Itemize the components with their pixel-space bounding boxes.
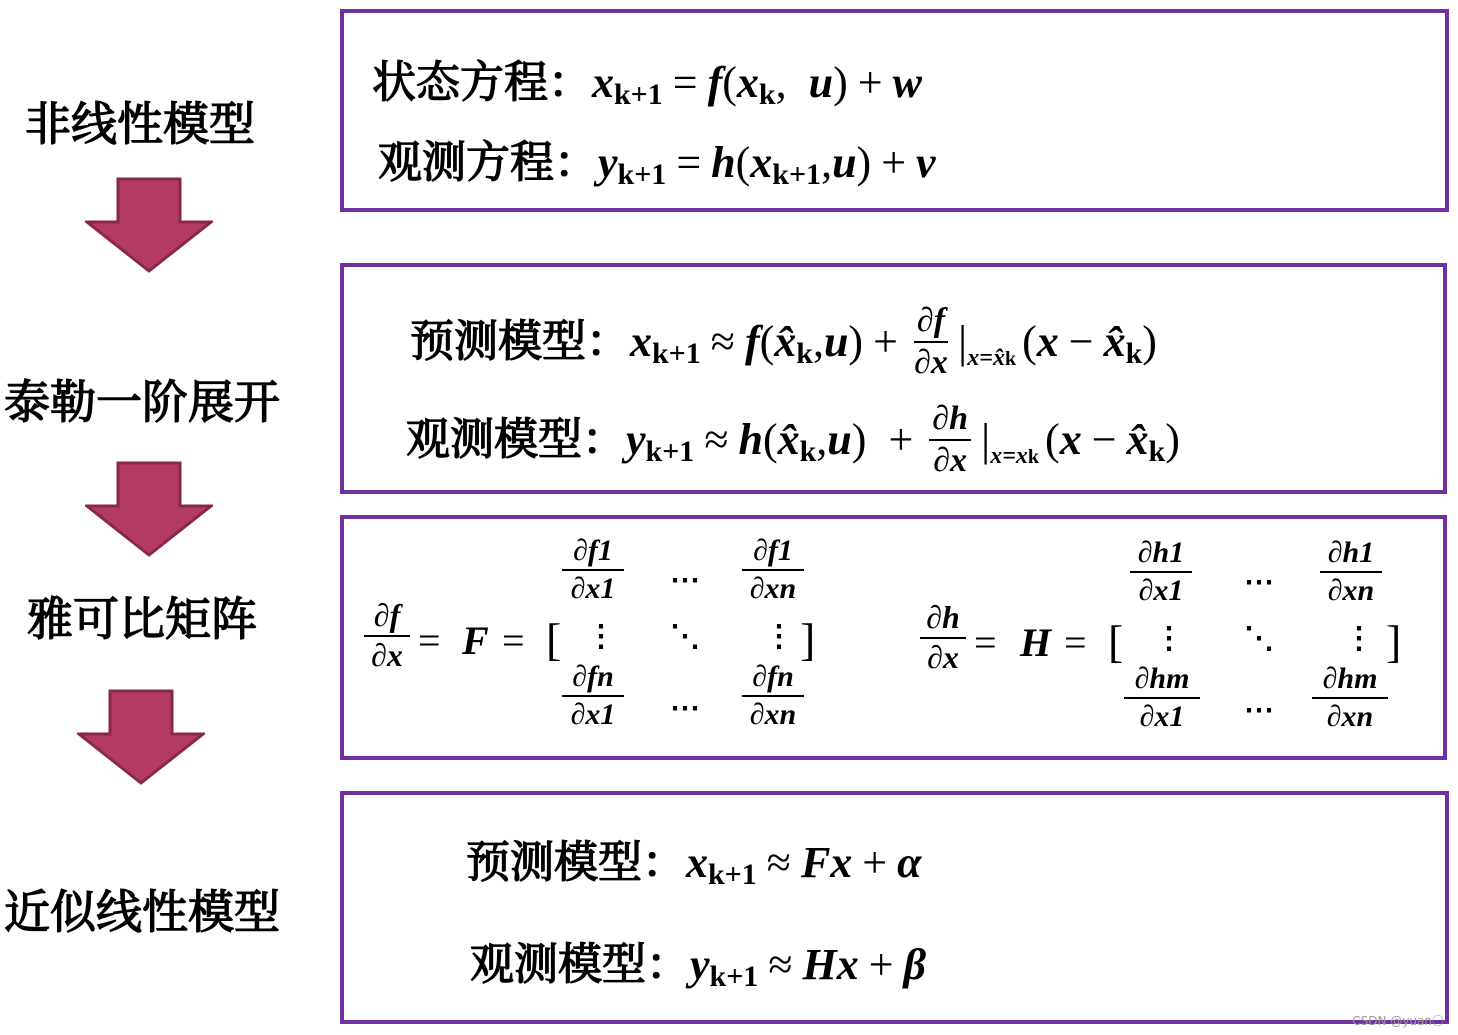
var-x: x <box>630 316 652 366</box>
var-H: H <box>802 940 837 989</box>
var-x: x <box>750 138 773 187</box>
stage-label-nonlinear: 非线性模型 <box>25 97 255 151</box>
var-v: v <box>916 138 936 187</box>
var-x: x <box>1059 414 1082 464</box>
var-h: h <box>711 138 736 187</box>
watermark: CSDN @yuan〇 <box>1352 1014 1444 1028</box>
jacobian-cell: $\frac{\partial fn}{\partial xn}$ <box>742 661 804 730</box>
jacobian-cell: $\frac{\partial fn}{\partial x1}$ <box>562 661 624 730</box>
observation-model-linearized: 观测模型： y k+1 ≈ h ( x̂ k , u ) + $\frac{\partial h}{\partial x}$ | x=xk ( x − x̂ k ) <box>406 400 1180 479</box>
observation-model-linear: 观测模型： y k+1 ≈ H x + β <box>470 939 927 993</box>
jacobian-f-matrix: $\frac{\partial f}{\partial x}$ = F = [ $\frac{\partial f1}{\partial x1}$ ⋯ $\frac{\partial f1}{\partial xn}$ ⋮ ⋱ ⋮ ] $\frac{\partial fn}{\partial x1}$ ⋯ $\frac{\partial fn}{\partial xn}$ <box>344 519 864 759</box>
var-u: u <box>827 414 852 464</box>
var-beta: β <box>903 940 927 989</box>
subscript: k <box>799 434 817 468</box>
prediction-model-label: 预测模型： <box>410 315 630 367</box>
var-u: u <box>832 138 857 187</box>
subscript: k+1 <box>645 434 695 468</box>
jacobian-h-matrix: $\frac{\partial h}{\partial x}$ = H = [ $\frac{\partial h1}{\partial x1}$ ⋯ $\frac{\partial h1}{\partial xn}$ ⋮ ⋱ ⋮ ] $\frac{\partial hm}{\partial x1}$ ⋯ $\frac{\partial hm}{\partial xn}$ <box>914 519 1434 759</box>
jacobian-cell: $\frac{\partial h1}{\partial xn}$ <box>1320 537 1382 606</box>
var-xhat: x̂ <box>777 414 800 464</box>
stage-label-linear: 近似线性模型 <box>4 885 280 939</box>
prediction-model-linear: 预测模型： x k+1 ≈ F x + α <box>466 837 922 891</box>
evaluation-point: x=x̂k <box>967 344 1017 371</box>
jacobian-cell: $\frac{\partial hm}{\partial x1}$ <box>1124 663 1200 732</box>
stage-label-taylor: 泰勒一阶展开 <box>4 375 280 429</box>
subscript: k <box>796 336 813 370</box>
subscript: k+1 <box>617 158 667 191</box>
var-y: y <box>598 138 618 187</box>
state-equation-label: 状态方程： <box>372 57 592 108</box>
var-F: F <box>800 838 831 887</box>
observation-equation: 观测方程： y k+1 = h ( x k+1 , u ) + v <box>378 137 936 191</box>
subscript: k <box>1148 434 1166 468</box>
var-alpha: α <box>897 838 922 887</box>
subscript: k+1 <box>708 858 757 891</box>
var-x: x <box>836 940 859 989</box>
var-x: x <box>736 58 759 107</box>
var-xhat: x̂ <box>774 316 797 366</box>
var-xhat: x̂ <box>1103 316 1126 366</box>
var-f: f <box>707 58 723 107</box>
lhs-partial-h: $\frac{\partial h}{\partial x}$ <box>920 601 966 674</box>
prediction-model-linearized: 预测模型： x k+1 ≈ f ( x̂ k , u ) + $\frac{\partial f}{\partial x}$ | x=x̂k ( x − x̂ k ) <box>410 302 1157 381</box>
jacobian-cell: $\frac{\partial f1}{\partial x1}$ <box>562 535 624 604</box>
jacobian-cell: $\frac{\partial f1}{\partial xn}$ <box>742 535 804 604</box>
prediction-model-label: 预测模型： <box>466 837 686 888</box>
var-h: h <box>738 414 763 464</box>
var-x: x <box>592 58 614 107</box>
matrix-symbol-f: F <box>462 618 489 663</box>
var-u: u <box>808 58 834 107</box>
subscript: k <box>758 78 776 111</box>
partial-h-x: $\frac{\partial h}{\partial x}$ <box>929 401 971 478</box>
var-w: w <box>892 58 922 107</box>
var-f: f <box>744 316 760 366</box>
var-u: u <box>823 316 849 366</box>
var-x: x <box>830 838 853 887</box>
down-arrow-icon <box>85 177 213 273</box>
down-arrow-icon <box>77 689 205 785</box>
var-xhat: x̂ <box>1126 414 1149 464</box>
down-arrow-icon <box>85 461 213 557</box>
nonlinear-model-box <box>340 9 1449 212</box>
var-y: y <box>626 414 646 464</box>
var-y: y <box>690 940 710 989</box>
jacobian-cell: $\frac{\partial h1}{\partial x1}$ <box>1130 537 1192 606</box>
stage-label-jacobian: 雅可比矩阵 <box>27 592 257 646</box>
subscript: k+1 <box>614 78 663 111</box>
var-x: x <box>686 838 708 887</box>
subscript: k+1 <box>709 960 759 993</box>
observation-model-label: 观测模型： <box>470 939 690 990</box>
subscript: k+1 <box>652 336 701 370</box>
subscript: k <box>1125 336 1143 370</box>
observation-model-label: 观测模型： <box>406 413 626 465</box>
observation-equation-label: 观测方程： <box>378 137 598 188</box>
lhs-partial-f: $\frac{\partial f}{\partial x}$ <box>364 599 410 672</box>
evaluation-point: x=xk <box>990 442 1040 469</box>
jacobian-cell: $\frac{\partial hm}{\partial xn}$ <box>1312 663 1388 732</box>
linear-model-box <box>340 791 1449 1024</box>
subscript: k+1 <box>772 158 822 191</box>
taylor-expansion-box <box>340 263 1447 494</box>
partial-f-x: $\frac{\partial f}{\partial x}$ <box>914 302 948 381</box>
matrix-symbol-h: H <box>1020 620 1052 665</box>
var-x: x <box>1036 316 1059 366</box>
state-equation: 状态方程： x k+1 = f ( x k , u ) + w <box>372 57 922 111</box>
jacobian-box <box>340 515 1447 760</box>
